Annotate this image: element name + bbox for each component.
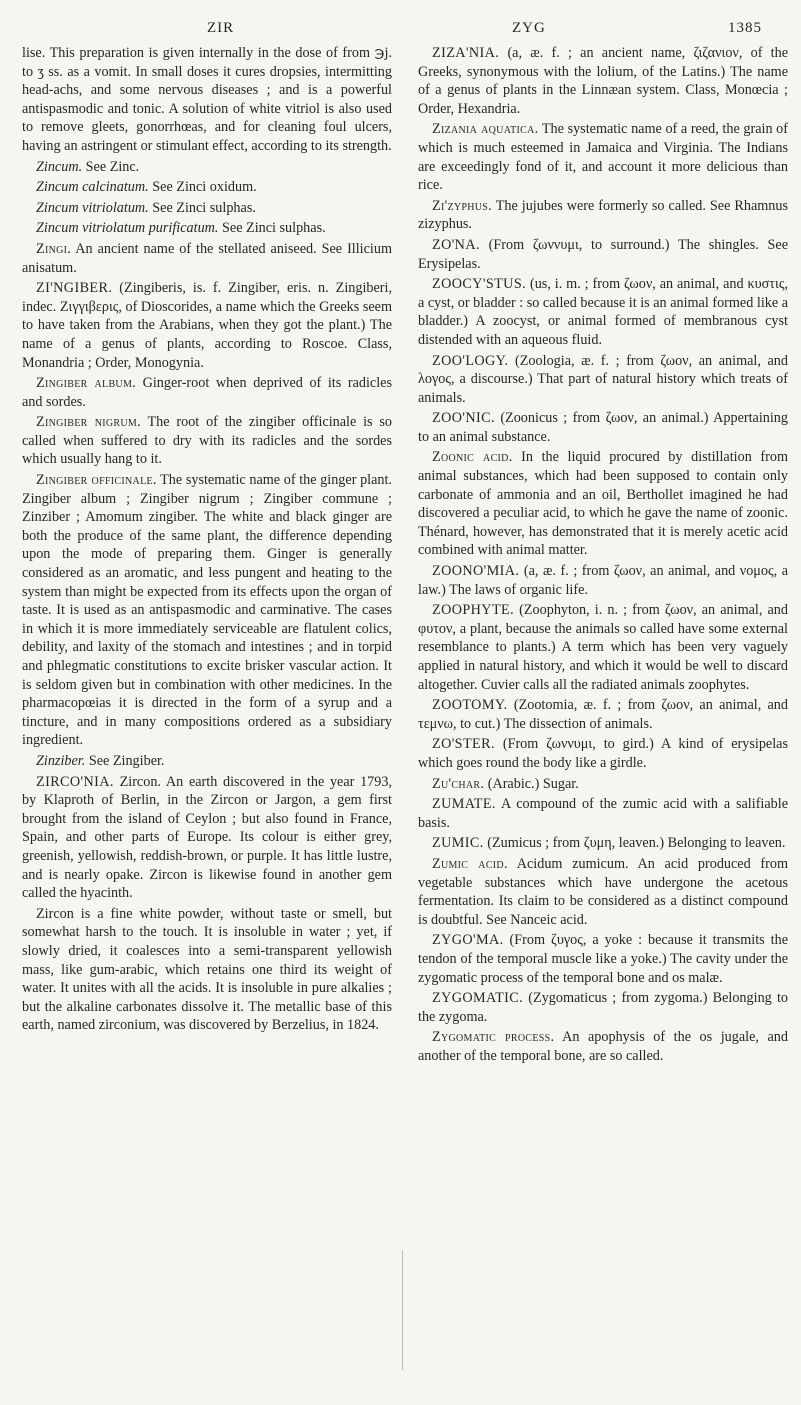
entry-headword: Zincum vitriolatum purificatum. bbox=[36, 220, 219, 237]
dictionary-entry bbox=[418, 409, 788, 446]
dictionary-entry bbox=[418, 989, 788, 1026]
entry-headword: Zumic acid. bbox=[432, 855, 508, 872]
entry-text: (Zingiberis, is. f. Zingiber, eris. n. Zingiberi, indec. Ζιγγιβερις, of Dioscorides, a name which the Greeks seem to have taken from the Arabians, when they got the plant.) The name of a genus of plants, according to Roscoe. Class, Monandria ; Order, Monogynia. bbox=[22, 280, 392, 371]
entry-headword: Zincum calcinatum. bbox=[36, 179, 149, 196]
entry-text: The systematic name of the ginger plant. Zingiber album ; Zingiber nigrum ; Zingiber commune ; Zinziber ; Amomum zingiber. The white and black ginger are both the produce of the same plant, the difference depending upon the mode of preparing them. Ginger is generally considered as an aromatic, and less pungent and heating to the system than might be expected from its effects upon the organ of taste. It is used as an antispasmodic and carminative. The cases in which it is more immediately serviceable are flatulent colics, debility, and laxity of the stomach and intestines ; and in torpid and phlegmatic constitutions to excite brisker vascular action. It is seldom given but in combination with other medicines. In the pharmacopœias it is directed in the form of a syrup and a tincture, and in many compositions ordered as a subsidiary ingredient. bbox=[22, 472, 392, 749]
entry-headword: ZIRCO'NIA. bbox=[36, 773, 114, 790]
entry-headword: Zingiber album. bbox=[36, 375, 136, 392]
entry-headword: Zingiber nigrum. bbox=[36, 414, 141, 431]
entry-text: See Zinci sulphas. bbox=[218, 220, 326, 237]
left-column bbox=[22, 44, 392, 1037]
dictionary-entry bbox=[418, 855, 788, 929]
entry-text: Zircon. An earth discovered in the year 1793, by Klaproth of Berlin, in the Zircon or Jargon, a gem first brought from the island of Ceylon ; but also found in France, Spain, and other parts of Europe. Its colour is either grey, greenish, yellowish, reddish-brown, or purple. It has little lustre, and is nearly opake. Zircon is likewise found in another gem called the hyacinth. bbox=[22, 773, 392, 902]
entry-headword: ZOOPHYTE. bbox=[432, 602, 515, 619]
entry-text: (Zumicus ; from ζυμη, leaven.) Belonging to leaven. bbox=[483, 835, 786, 852]
dictionary-entry bbox=[418, 775, 788, 794]
dictionary-entry bbox=[418, 562, 788, 599]
entry-headword: Zincum vitriolatum. bbox=[36, 199, 149, 216]
column-divider bbox=[402, 1250, 403, 1370]
dictionary-entry bbox=[418, 735, 788, 772]
dictionary-entry bbox=[418, 795, 788, 832]
entry-headword: ZI'NGIBER. bbox=[36, 280, 113, 297]
entry-text: (Arabic.) Sugar. bbox=[484, 775, 579, 792]
page-number: 1385 bbox=[728, 20, 762, 36]
dictionary-entry bbox=[418, 197, 788, 234]
entry-text: (Zoophyton, i. n. ; from ζωον, an animal, and φυτον, a plant, because the animals so called have some external resemblance to plants.) A term which has been very vaguely applied in natural history, and which it would be well to discard altogether. Cuvier calls all the radiated animals zoophytes. bbox=[418, 602, 788, 693]
entry-headword: ZUMATE. bbox=[432, 796, 496, 813]
dictionary-entry bbox=[22, 374, 392, 411]
entry-text: The systematic name of a reed, the grain of which is much esteemed in Jamaica and Virginia. The Indians are exceedingly fond of it, and account it more delicious than rice. bbox=[418, 121, 788, 194]
dictionary-entry bbox=[22, 279, 392, 372]
dictionary-entry bbox=[22, 471, 392, 750]
dictionary-entry bbox=[418, 352, 788, 408]
entry-headword: ZOO'LOGY. bbox=[432, 352, 509, 369]
entry-text: Acidum zumicum. An acid produced from vegetable substances which have undergone the acetous fermentation. Its claim to be considered as a distinct compound is doubtful. See Nanceic acid. bbox=[418, 855, 788, 928]
entry-headword: Zincum. bbox=[36, 158, 83, 175]
entry-text: Zircon is a fine white powder, without taste or smell, but somewhat harsh to the touch. It is insoluble in water ; yet, if slowly dried, it coalesces into a semi-transparent yellowish mass, like gum-arabic, which retains one third its weight of water. It unites with all the acids. It is insoluble in pure alkalies ; but the alkaline carbonates dissolve it. The metallic base of this earth, named zirconium, was discovered by Berzelius, in 1824. bbox=[22, 905, 392, 1034]
dictionary-entry bbox=[418, 696, 788, 733]
entry-headword: ZOO'NIC. bbox=[432, 410, 495, 427]
dictionary-entry bbox=[418, 44, 788, 118]
entry-text: (Zygomaticus ; from zygoma.) Belonging to the zygoma. bbox=[418, 990, 788, 1025]
entry-headword: Zingiber officinale. bbox=[36, 472, 157, 489]
dictionary-entry bbox=[418, 601, 788, 694]
dictionary-entry bbox=[22, 413, 392, 469]
right-column bbox=[418, 44, 788, 1067]
entry-text: Ginger-root when deprived of its radicles and sordes. bbox=[22, 375, 392, 410]
dictionary-entry bbox=[22, 240, 392, 277]
running-head-left: ZIR bbox=[207, 20, 235, 36]
entry-headword: ZYGO'MA. bbox=[432, 932, 504, 949]
dictionary-entry bbox=[418, 236, 788, 273]
dictionary-entry bbox=[418, 834, 788, 853]
entry-headword: Zinziber. bbox=[36, 752, 86, 769]
entry-headword: ZUMIC. bbox=[432, 835, 484, 852]
entry-text: (us, i. m. ; from ζωον, an animal, and κυστις, a cyst, or bladder : so called because it is an animal formed like a bladder.) A zoocyst, or animal formed of membranous cyst distended with an aqueous fluid. bbox=[418, 276, 788, 348]
entry-text: See Zinci sulphas. bbox=[148, 199, 256, 216]
entry-text: The jujubes were formerly so called. See Rhamnus zizyphus. bbox=[418, 197, 788, 233]
entry-text: See Zinc. bbox=[82, 158, 140, 175]
entry-headword: ZOOCY'STUS. bbox=[432, 276, 527, 293]
entry-text: See Zingiber. bbox=[85, 752, 165, 769]
entry-text: (Zoologia, æ. f. ; from ζωον, an animal, and λογος, a discourse.) That part of natural history which treats of animals. bbox=[418, 352, 788, 406]
entry-headword: ZO'NA. bbox=[432, 236, 480, 253]
entry-text: (a, æ. f. ; from ζωον, an animal, and νομος, a law.) The laws of organic life. bbox=[418, 563, 788, 598]
entry-text: (Zootomia, æ. f. ; from ζωον, an animal, and τεμνω, to cut.) The dissection of animals. bbox=[418, 697, 788, 732]
dictionary-entry bbox=[418, 120, 788, 194]
dictionary-entry bbox=[22, 199, 392, 218]
entry-text: An apophysis of the os jugale, and another of the temporal bone, are so called. bbox=[418, 1029, 788, 1064]
entry-headword: ZOONO'MIA. bbox=[432, 563, 520, 580]
dictionary-entry bbox=[22, 178, 392, 197]
entry-text: (Zoonicus ; from ζωον, an animal.) Appertaining to an animal substance. bbox=[418, 410, 788, 445]
entry-text: (From ζωννυμι, to gird.) A kind of erysipelas which goes round the body like a girdle. bbox=[418, 736, 788, 771]
dictionary-entry bbox=[418, 1028, 788, 1065]
dictionary-entry bbox=[22, 773, 392, 903]
entry-headword: ZYGOMATIC. bbox=[432, 990, 524, 1007]
dictionary-entry bbox=[22, 905, 392, 1035]
dictionary-entry bbox=[22, 219, 392, 238]
entry-text: In the liquid procured by distillation from animal substances, which had been supposed to contain only carbonate of ammonia and an oil, Berthollet imagined he had discovered a peculiar acid, to which he gave the name of zoonic. Thénard, however, has demonstrated that it is merely acetic acid combined with animal matter. bbox=[418, 449, 789, 559]
entry-headword: ZO'STER. bbox=[432, 736, 495, 753]
entry-headword: Zoonic acid. bbox=[432, 449, 513, 466]
entry-headword: Zygomatic process. bbox=[432, 1029, 555, 1046]
dictionary-entry bbox=[418, 448, 788, 560]
entry-text: (From ζωννυμι, to surround.) The shingles. See Erysipelas. bbox=[418, 236, 788, 272]
entry-headword: Zingi. bbox=[36, 240, 72, 257]
entry-headword: Zizania aquatica. bbox=[432, 121, 539, 138]
entry-headword: Zu'char. bbox=[432, 775, 485, 792]
entry-text: lise. This preparation is given internally in the dose of from ℈j. to ʒ ss. as a vomit. In small doses it cures dropsies, intermitting head-achs, and some nervous diseases ; and is a powerful antispasmodic and tonic. A solution of white vitriol is also used to remove gleets, gonorrhœas, and for cleaning foul ulcers, having an astringent or stimulant effect, according to its strength. bbox=[22, 45, 392, 154]
entry-text: An ancient name of the stellated aniseed. See Illicium anisatum. bbox=[22, 240, 392, 276]
running-head-center: ZYG bbox=[512, 20, 546, 36]
entry-headword: ZOOTOMY. bbox=[432, 697, 508, 714]
entry-headword: Zi'zyphus. bbox=[432, 197, 492, 214]
dictionary-entry bbox=[22, 44, 392, 156]
entry-text: (a, æ. f. ; an ancient name, ζιζανιον, of the Greeks, synonymous with the lolium, of the Latins.) The name of a genus of plants in the Linnæan system. Class, Monœcia ; Order, Hexandria. bbox=[418, 45, 788, 117]
dictionary-entry bbox=[22, 752, 392, 771]
entry-text: (From ζυγος, a yoke : because it transmits the tendon of the temporal muscle like a yoke.) The cavity under the zygomatic process of the temporal bone and os malæ. bbox=[418, 932, 788, 986]
dictionary-entry bbox=[22, 158, 392, 177]
entry-headword: ZIZA'NIA. bbox=[432, 45, 500, 61]
entry-text: The root of the zingiber officinale is so called when suffered to dry with its radicles and the sordes which usually hang to it. bbox=[22, 414, 392, 468]
entry-text: See Zinci oxidum. bbox=[148, 179, 257, 196]
dictionary-entry bbox=[418, 931, 788, 987]
dictionary-entry bbox=[418, 275, 788, 349]
entry-text: A compound of the zumic acid with a salifiable basis. bbox=[418, 796, 788, 831]
